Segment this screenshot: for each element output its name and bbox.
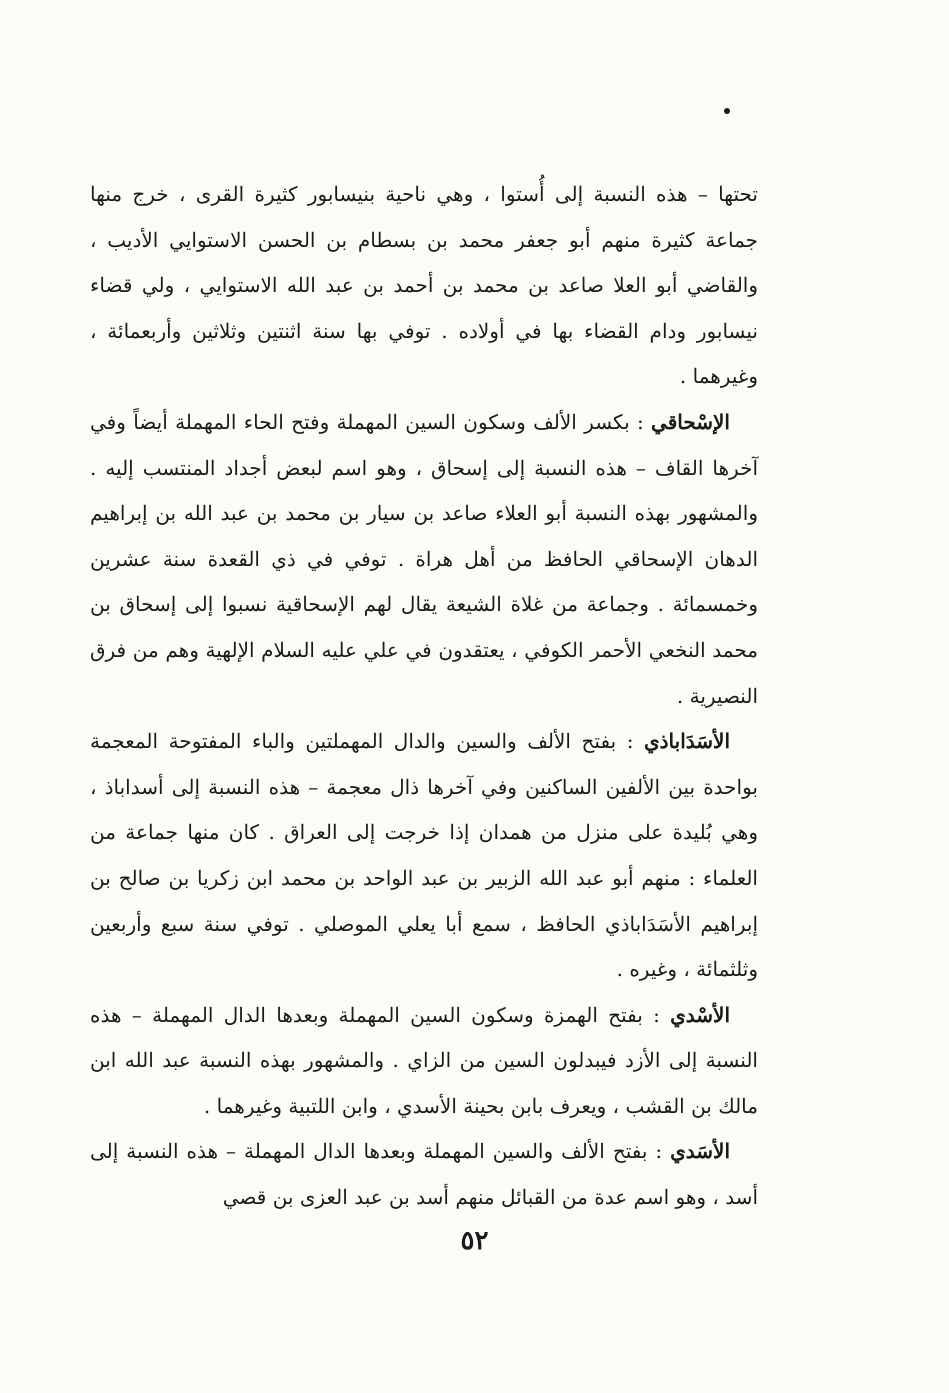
entry-headword: الإسْحاقي	[651, 409, 730, 434]
paragraph-continuation	[90, 172, 758, 400]
top-mark	[724, 108, 730, 114]
entry-text: : بفتح الألف والسين المهملة وبعدها الدال المهملة – هذه النسبة إلى أسد ، وهو اسم عدة من القبائل منهم أسد بن عبد العزى بن قصي	[90, 1139, 758, 1210]
page-number: ٥٢	[460, 1226, 489, 1256]
entry-text: : بفتح الألف والسين والدال المهملتين والباء المفتوحة المعجمة بواحدة بين الألفين الساكنين وفي آخرها ذال معجمة – هذه النسبة إلى أسداباذ ، وهي بُليدة على منزل من همدان إذا خرجت إلى العراق . كان منها جماعة من العلماء : منهم أبو عبد الله الزبير بن عبد الواحد بن محمد ابن زكريا بن صالح بن إبراهيم الأسَدَاباذي الحافظ ، سمع أبا يعلي الموصلي . توفي سنة سبع وأربعين وثلثمائة ، وغيره .	[90, 729, 758, 982]
paragraph-text: تحتها – هذه النسبة إلى أُستوا ، وهي ناحية بنيسابور كثيرة القرى ، خرج منها جماعة كثيرة منهم أبو جعفر محمد بن بسطام بن الحسن الاستوايي الأديب ، والقاضي أبو العلا صاعد بن محمد بن أحمد بن عبد الله الاستوايي ، ولي قضاء نيسابور ودام القضاء بها في أولاده . توفي بها سنة اثنتين وثلاثين وأربعمائة ، وغيرهما .	[90, 182, 758, 389]
entry-text: : بكسر الألف وسكون السين المهملة وفتح الحاء المهملة أيضاً وفي آخرها القاف – هذه النسبة إلى إسحاق ، وهو اسم لبعض أجداد المنتسب إليه . والمشهور بهذه النسبة أبو العلاء صاعد بن سيار بن محمد بن عبد الله بن إبراهيم الدهان الإسحاقي الحافظ من أهل هراة . توفي في ذي القعدة سنة عشرين وخمسمائة . وجماعة من غلاة الشيعة يقال لهم الإسحاقية نسبوا إلى إسحاق بن محمد النخعي الأحمر الكوفي ، يعتقدون في علي عليه السلام الإلهية وهم من فرق النصيرية .	[90, 409, 758, 708]
entry-al-asadabadhi	[90, 719, 758, 993]
entry-headword: الأسَدي	[670, 1139, 730, 1164]
entry-text: : بفتح الهمزة وسكون السين المهملة وبعدها الدال المهملة – هذه النسبة إلى الأزد فيبدلون السين من الزاي . والمشهور بهذه النسبة عبد الله ابن مالك بن القشب ، ويعرف بابن بحينة الأسدي ، وابن اللتبية وغيرهما .	[90, 1002, 758, 1118]
entry-al-ishaqi	[90, 400, 758, 719]
entry-al-asdi	[90, 993, 758, 1130]
entry-headword: الأسْدي	[670, 1002, 730, 1027]
entry-al-asadi	[90, 1129, 758, 1220]
page-text	[90, 172, 758, 1221]
entry-headword: الأسَدَاباذي	[644, 729, 730, 754]
